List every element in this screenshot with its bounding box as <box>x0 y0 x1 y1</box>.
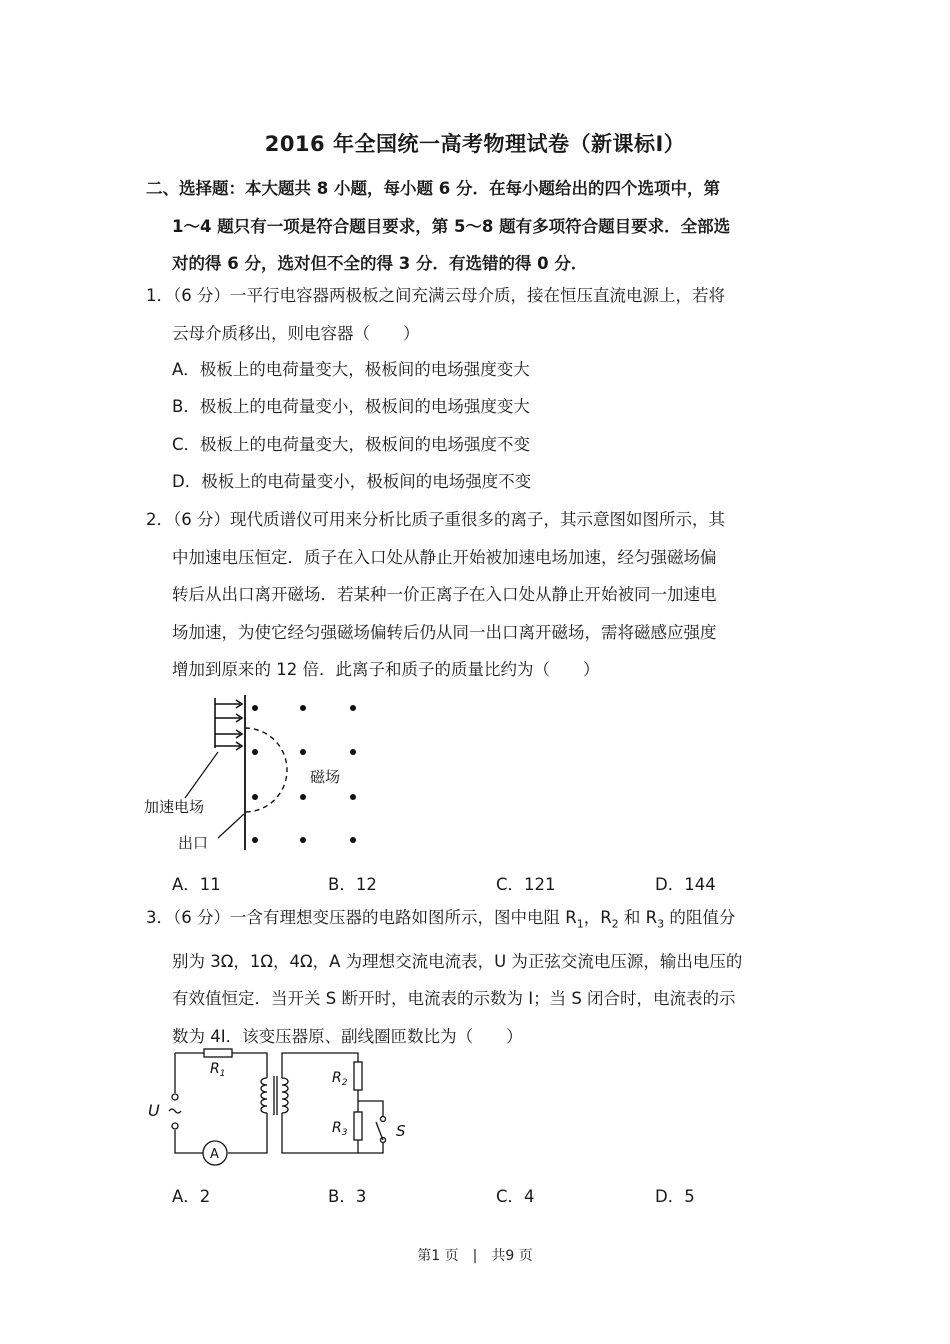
question-1-line-2: 云母介质移出，则电容器（ ） <box>172 323 420 343</box>
label-exit: 出口 <box>178 834 209 852</box>
question-3-line-1-end: 的阻值分 <box>664 908 736 927</box>
label-a: A <box>210 1147 219 1162</box>
wire <box>358 1143 383 1153</box>
magnetic-field-dots <box>252 705 356 843</box>
ac-source-symbol <box>169 1109 181 1113</box>
label-r3: $R_3$ <box>332 1120 348 1138</box>
question-1-line-1: 1．（6 分）一平行电容器两极板之间充满云母介质，接在恒压直流电源上，若将 <box>146 286 725 305</box>
section-line-3: 对的得 6 分，选对但不全的得 3 分．有选错的得 0 分． <box>172 254 588 273</box>
wire <box>175 1130 203 1153</box>
r2-subscript: 2 <box>611 917 619 931</box>
question-2-option-b: B．12 <box>328 875 377 894</box>
question-3-option-d: D．5 <box>655 1187 695 1206</box>
question-3-line-4: 数为 4I．该变压器原、副线圈匝数比为（ ） <box>172 1026 523 1046</box>
question-3-option-a: A．2 <box>172 1187 211 1206</box>
section-line-1: 二、选择题：本大题共 8 小题，每小题 6 分．在每小题给出的四个选项中，第 <box>146 179 720 198</box>
label-s: S <box>396 1122 406 1140</box>
question-2-line-5: 增加到原来的 12 倍．此离子和质子的质量比约为（ ） <box>172 660 600 679</box>
resistor-r1 <box>204 1049 232 1057</box>
question-3-line-1-mid1: ，R <box>583 908 612 927</box>
resistor-r3 <box>354 1112 362 1140</box>
page-footer: 第1 页 | 共9 页 <box>417 1248 533 1264</box>
question-2-option-a: A．11 <box>172 875 221 894</box>
question-1-option-d: D．极板上的电荷量变小，极板间的电场强度不变 <box>172 472 532 491</box>
switch-contact <box>381 1117 386 1122</box>
accelerating-field-arrows <box>215 698 242 750</box>
mass-spectrometer-figure <box>140 690 380 860</box>
resistor-r2 <box>354 1062 362 1090</box>
label-u: U <box>148 1101 160 1120</box>
section-line-2: 1～4 题只有一项是符合题目要求，第 5～8 题有多项符合题目要求．全部选 <box>172 216 731 236</box>
label-r1: $R_1$ <box>210 1061 226 1079</box>
page-title: 2016 年全国统一高考物理试卷（新课标Ⅰ） <box>264 132 686 156</box>
question-2-option-d: D．144 <box>655 875 716 894</box>
wire <box>282 1053 358 1078</box>
question-3 <box>146 899 816 1055</box>
question-2-line-2: 中加速电压恒定．质子在入口处从静止开始被加速电场加速，经匀强磁场偏 <box>172 547 717 567</box>
question-3-option-b: B．3 <box>328 1187 367 1206</box>
primary-coil <box>261 1078 267 1113</box>
question-3-line-1-text: 3．（6 分）一含有理想变压器的电路如图所示，图中电阻 R <box>146 908 577 927</box>
wire <box>228 1113 267 1153</box>
source-terminal <box>172 1123 178 1129</box>
question-1-option-c: C．极板上的电荷量变大，极板间的电场强度不变 <box>172 435 531 454</box>
label-magnetic-field: 磁场 <box>310 768 341 786</box>
secondary-coil <box>282 1078 288 1113</box>
r3-subscript: 3 <box>657 917 665 931</box>
label-accelerating-field: 加速电场 <box>144 798 205 816</box>
question-3-line-3: 有效值恒定．当开关 S 断开时，电流表的示数为 I；当 S 闭合时，电流表的示 <box>172 989 736 1009</box>
question-3-line-1 <box>146 908 736 931</box>
question-2-line-4: 场加速，为使它经匀强磁场偏转后仍从同一出口离开磁场，需将磁感应强度 <box>172 622 717 642</box>
source-terminal <box>172 1094 178 1100</box>
label-r2: $R_2$ <box>332 1070 348 1088</box>
switch-s <box>376 1122 383 1140</box>
exit-leader-line <box>218 814 244 838</box>
question-3-line-2: 别为 3Ω，1Ω，4Ω，A 为理想交流电流表，U 为正弦交流电压源，输出电压的 <box>172 951 743 971</box>
r1-subscript: 1 <box>576 917 584 931</box>
section-instructions <box>146 170 816 283</box>
question-2-option-c: C．121 <box>496 875 556 894</box>
wire <box>232 1053 267 1078</box>
question-2-line-1: 2．（6 分）现代质谱仪可用来分析比质子重很多的离子，其示意图如图所示，其 <box>146 510 725 529</box>
transformer-circuit-figure <box>140 1048 420 1173</box>
question-1-option-a: A．极板上的电荷量变大，极板间的电场强度变大 <box>172 360 530 379</box>
question-3-line-1-mid2: 和 R <box>618 908 658 927</box>
question-2 <box>146 501 816 689</box>
question-2-line-3: 转后从出口离开磁场．若某种一价正离子在入口处从静止开始被同一加速电 <box>172 585 717 604</box>
field-leader-line <box>185 752 218 798</box>
question-1-option-b: B．极板上的电荷量变小，极板间的电场强度变大 <box>172 397 530 416</box>
ion-trajectory <box>245 728 287 812</box>
question-1 <box>146 277 816 352</box>
question-3-option-c: C．4 <box>496 1187 535 1206</box>
